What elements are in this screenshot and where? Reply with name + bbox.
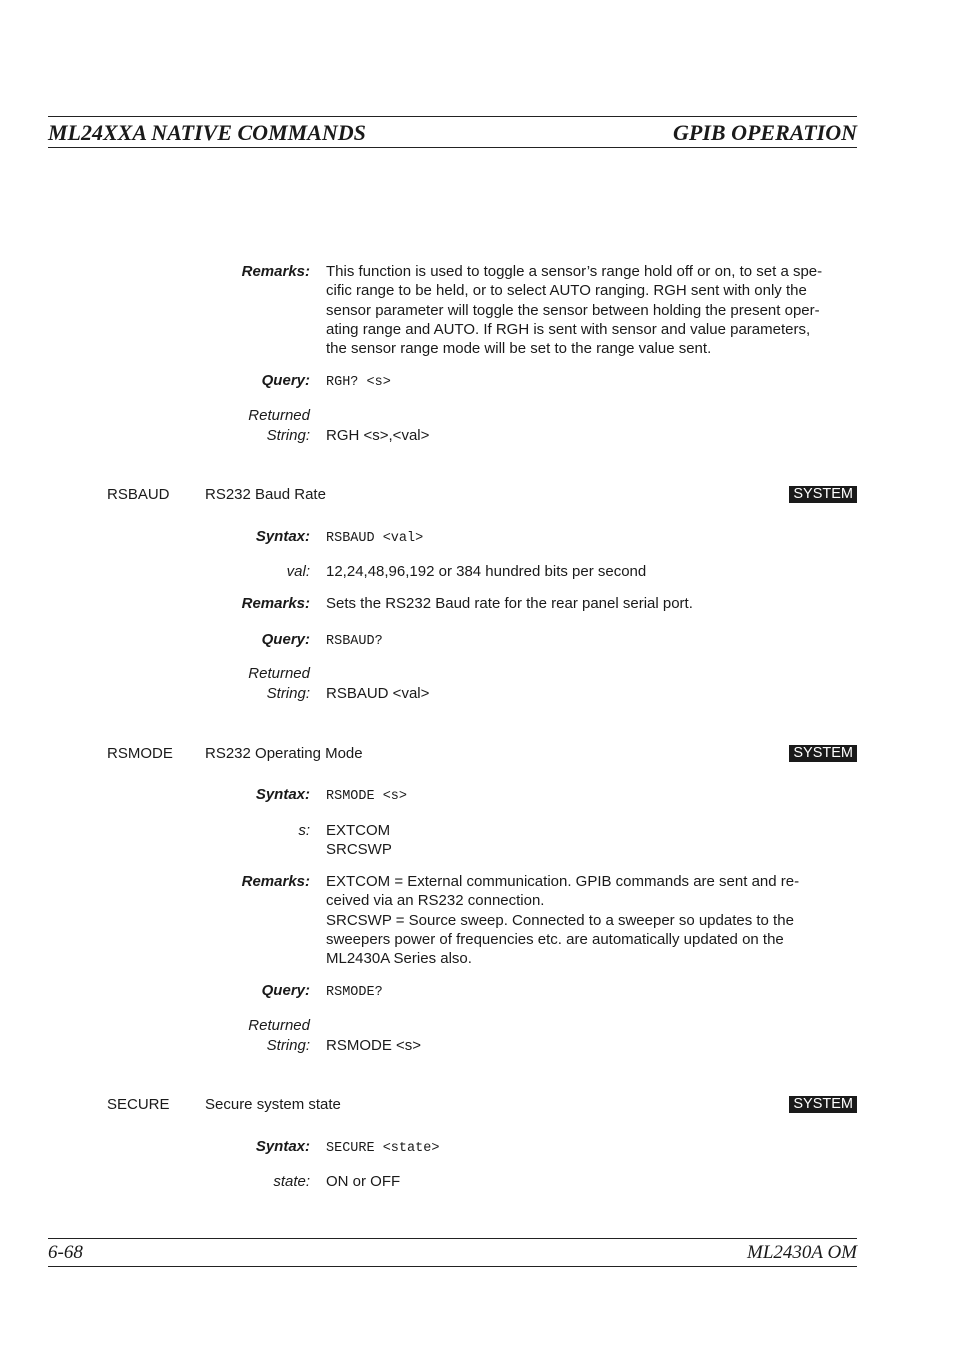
rsbaud-returned: RSBAUD <val> [326, 685, 430, 702]
rsmode-returned: RSMODE <s> [326, 1037, 422, 1054]
rgh-remarks-line: This function is used to toggle a sensor’s range hold off or on, to set a spe- [326, 263, 823, 280]
rsmode-query: RSMODE? [326, 985, 383, 1000]
secure-command: SECURE [107, 1096, 170, 1113]
rsmode-remarks-line: ceived via an RS232 connection. [326, 892, 545, 910]
rgh-returned: RGH <s>,<val> [326, 427, 430, 444]
header-left: ML24XXA NATIVE COMMANDS [48, 120, 366, 145]
rsbaud-remarks-label: Remarks: [241, 595, 310, 612]
secure-syntax: SECURE <state> [326, 1141, 440, 1156]
rsmode-title: RS232 Operating Mode [205, 745, 363, 762]
rsbaud-title: RS232 Baud Rate [205, 486, 326, 503]
rsbaud-syntax: RSBAUD <val> [326, 531, 424, 546]
rgh-remarks-line: ating range and AUTO. If RGH is sent with sensor and value parameters, [326, 320, 811, 338]
rgh-query: RGH? <s> [326, 375, 391, 390]
rsmode-remarks-line: EXTCOM = External communication. GPIB commands are sent and re- [326, 873, 800, 890]
rgh-remarks [326, 262, 858, 358]
rsmode-remarks-line: sweepers power of frequencies etc. are automatically updated on the [326, 930, 784, 948]
manual-name: ML2430A OM [747, 1242, 857, 1263]
rsbaud-system-badge: SYSTEM [789, 486, 857, 503]
rsbaud-val: 12,24,48,96,192 or 384 hundred bits per second [326, 563, 647, 580]
rsmode-syntax-label: Syntax: [255, 786, 310, 803]
rsmode-returned-label: Returned [248, 1017, 310, 1034]
rgh-remarks-label: Remarks: [241, 263, 310, 280]
page-number: 6-68 [48, 1242, 83, 1263]
rsmode-s-value: EXTCOM [326, 822, 391, 839]
rsmode-s-value: SRCSWP [326, 841, 392, 859]
rsmode-remarks-label: Remarks: [241, 873, 310, 890]
rgh-remarks-line: sensor parameter will toggle the sensor between holding the present oper- [326, 301, 820, 319]
rgh-string-label: String: [266, 427, 310, 444]
secure-state-label: state: [273, 1173, 310, 1190]
rsmode-remarks-line: ML2430A Series also. [326, 950, 472, 968]
rsmode-syntax: RSMODE <s> [326, 789, 408, 804]
rsbaud-returned-label: Returned [248, 665, 310, 682]
rsmode-s-label: s: [298, 822, 310, 839]
rsbaud-val-label: val: [286, 563, 310, 580]
rsbaud-query: RSBAUD? [326, 634, 383, 649]
rsmode-command: RSMODE [107, 745, 173, 762]
secure-system-badge: SYSTEM [789, 1096, 857, 1113]
rsmode-remarks [326, 872, 858, 968]
rsbaud-syntax-label: Syntax: [255, 528, 310, 545]
page-footer [48, 1238, 857, 1267]
rsbaud-command: RSBAUD [107, 486, 170, 503]
rsbaud-remarks: Sets the RS232 Baud rate for the rear panel serial port. [326, 595, 693, 612]
header-right: GPIB OPERATION [673, 120, 857, 145]
rsbaud-string-label: String: [266, 685, 310, 702]
rsmode-s-values [326, 821, 858, 860]
rsmode-query-label: Query: [261, 982, 310, 999]
rgh-remarks-line: cific range to be held, or to select AUTO ranging. RGH sent with only the [326, 282, 807, 300]
secure-state: ON or OFF [326, 1173, 401, 1190]
secure-title: Secure system state [205, 1096, 341, 1113]
rsmode-system-badge: SYSTEM [789, 745, 857, 762]
rgh-query-label: Query: [261, 372, 310, 389]
rsmode-string-label: String: [266, 1037, 310, 1054]
rgh-returned-label: Returned [248, 407, 310, 424]
secure-syntax-label: Syntax: [255, 1138, 310, 1155]
rgh-remarks-line: the sensor range mode will be set to the range value sent. [326, 340, 712, 358]
page-header [48, 116, 857, 148]
rsbaud-query-label: Query: [261, 631, 310, 648]
rsmode-remarks-line: SRCSWP = Source sweep. Connected to a sweeper so updates to the [326, 911, 794, 929]
